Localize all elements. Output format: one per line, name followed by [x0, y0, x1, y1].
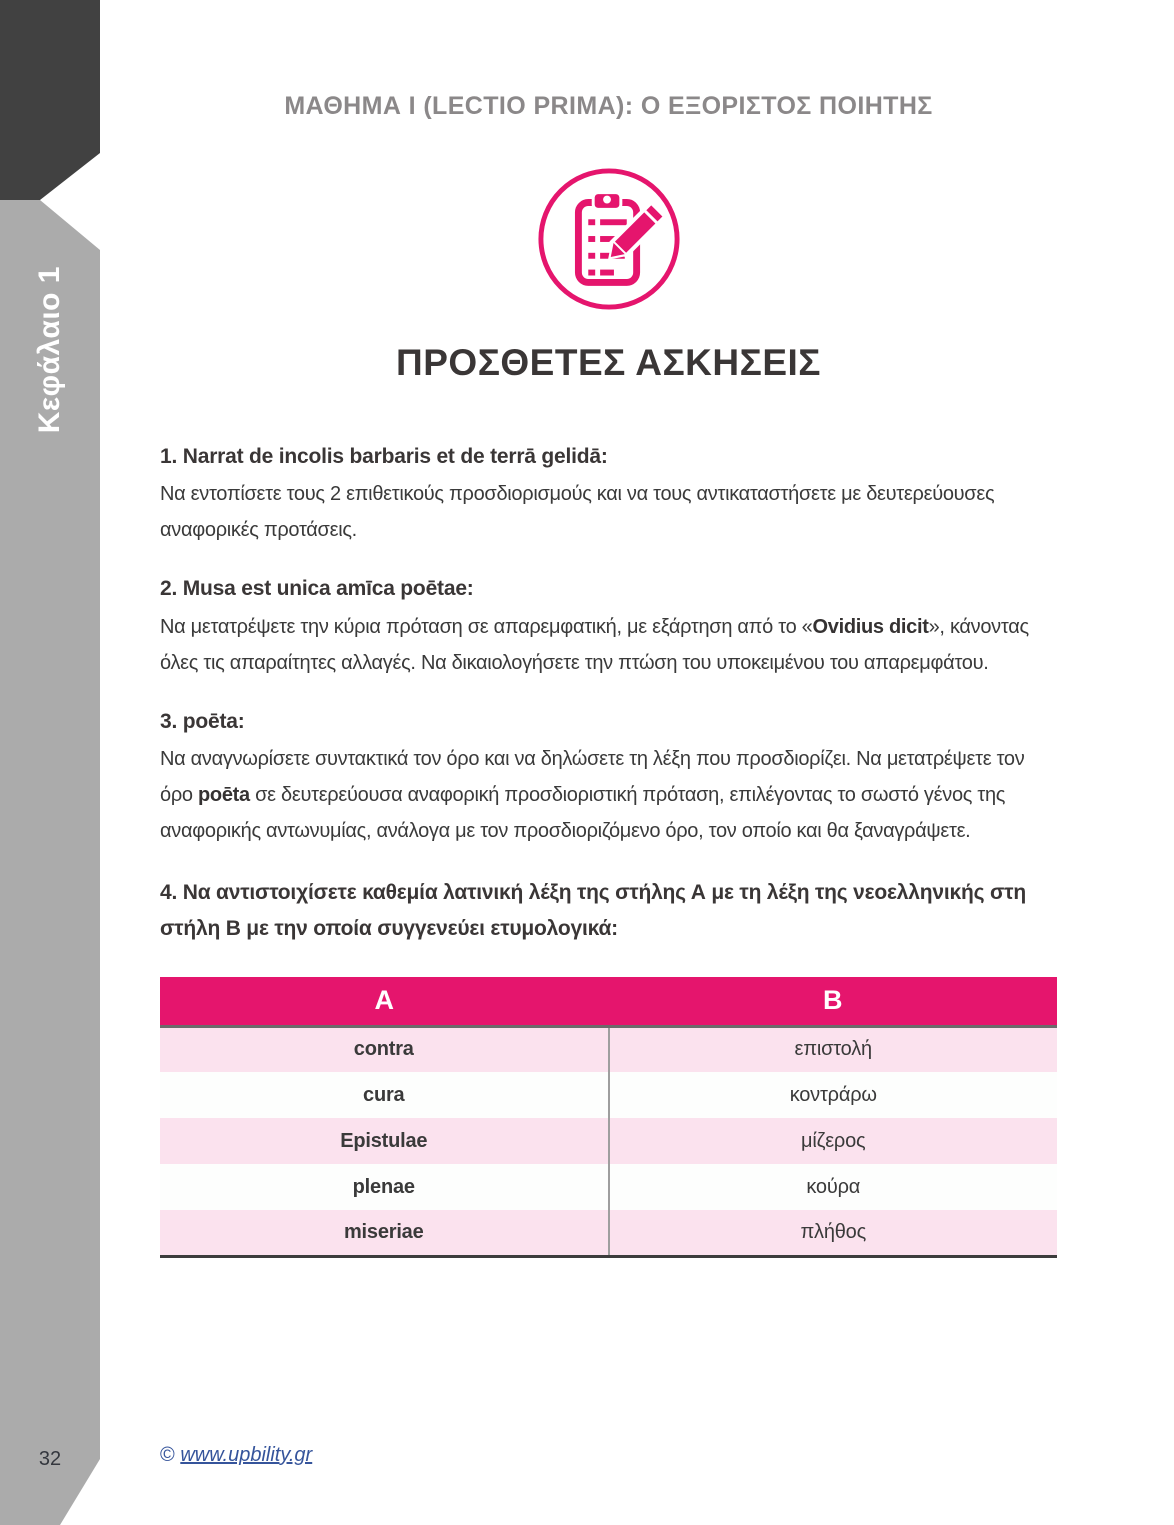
table-row: [160, 1026, 1057, 1072]
cell-latin: contra: [160, 1026, 609, 1072]
cell-greek: κοντράρω: [609, 1072, 1058, 1118]
exercise-4: [160, 875, 1057, 947]
table-row: [160, 1210, 1057, 1256]
page-number: 32: [38, 1448, 62, 1470]
footer: [160, 1444, 312, 1467]
exercise-1: [160, 442, 1057, 548]
upbility-link[interactable]: www.upbility.gr: [180, 1444, 313, 1466]
match-table-header-b: Β: [609, 977, 1058, 1026]
section-title: ΠΡΟΣΘΕΤΕΣ ΑΣΚΗΣΕΙΣ: [396, 342, 821, 383]
chapter-label: Κεφάλαιο 1: [33, 265, 66, 434]
cell-latin: plenae: [160, 1164, 609, 1210]
cell-greek: μίζερος: [609, 1118, 1058, 1164]
cell-greek: πλήθος: [609, 1210, 1058, 1256]
exercise-3: [160, 707, 1057, 849]
table-row: [160, 1118, 1057, 1164]
exercise-3-heading: 3. poēta:: [160, 709, 245, 733]
exercise-1-heading: 1. Narrat de incolis barbaris et de terrā gelidā:: [160, 445, 608, 468]
match-table-header-row: [160, 977, 1057, 1026]
exercise-1-body: Να εντοπίσετε τους 2 επιθετικούς προσδιορισμούς και να τους αντικαταστήσετε με δευτερεύουσες αναφορικές προτάσεις.: [160, 483, 995, 542]
exercise-2: [160, 574, 1057, 680]
exercise-2-heading: 2. Musa est unica amīca poētae:: [160, 577, 474, 601]
match-table-header-a: Α: [160, 977, 609, 1026]
icon-wrap: [160, 165, 1057, 318]
lesson-title: ΜΑΘΗΜΑ I (LECTIO PRIMA): Ο ΕΞΟΡΙΣΤΟΣ ΠΟΙΗΤΗΣ: [284, 92, 933, 120]
copyright-symbol: ©: [160, 1444, 175, 1466]
cell-greek: κούρα: [609, 1164, 1058, 1210]
cell-greek: επιστολή: [609, 1026, 1058, 1072]
corner-dark-shape: [0, 0, 100, 200]
table-row: [160, 1164, 1057, 1210]
exercise-4-heading: 4. Να αντιστοιχίσετε καθεμία λατινική λέξη της στήλης Α με τη λέξη της νεοελληνικής στη στήλη Β με την οποία συγγενεύει ετυμολογικά:: [160, 881, 1026, 941]
content-column: [160, 0, 1057, 1258]
match-table: [160, 977, 1057, 1258]
cell-latin: cura: [160, 1072, 609, 1118]
exercise-3-body: Να αναγνωρίσετε συντακτικά τον όρο και να δηλώσετε τη λέξη που προσδιορίζει. Να μετατρέψετε τον όρο poēta σε δευτερεύουσα αναφορική προσδιοριστική πρόταση, επιλέγοντας το σωστό γένος της αναφορικής αντωνυμίας, ανάλογα με τον προσδιοριζόμενο όρο, τον οποίο και θα ξαναγράψετε.: [160, 748, 1025, 843]
exercises: [160, 442, 1057, 947]
clipboard-pencil-icon: [535, 165, 683, 318]
chapter-tab: [0, 252, 100, 447]
table-row: [160, 1072, 1057, 1118]
exercise-2-body: Να μετατρέψετε την κύρια πρόταση σε απαρεμφατική, με εξάρτηση από το «Ovidius dicit», κάνοντας όλες τις απαραίτητες αλλαγές. Να δικαιολογήσετε την πτώση του υποκειμένου του απαρεμφάτου.: [160, 615, 1029, 674]
cell-latin: Epistulae: [160, 1118, 609, 1164]
cell-latin: miseriae: [160, 1210, 609, 1256]
